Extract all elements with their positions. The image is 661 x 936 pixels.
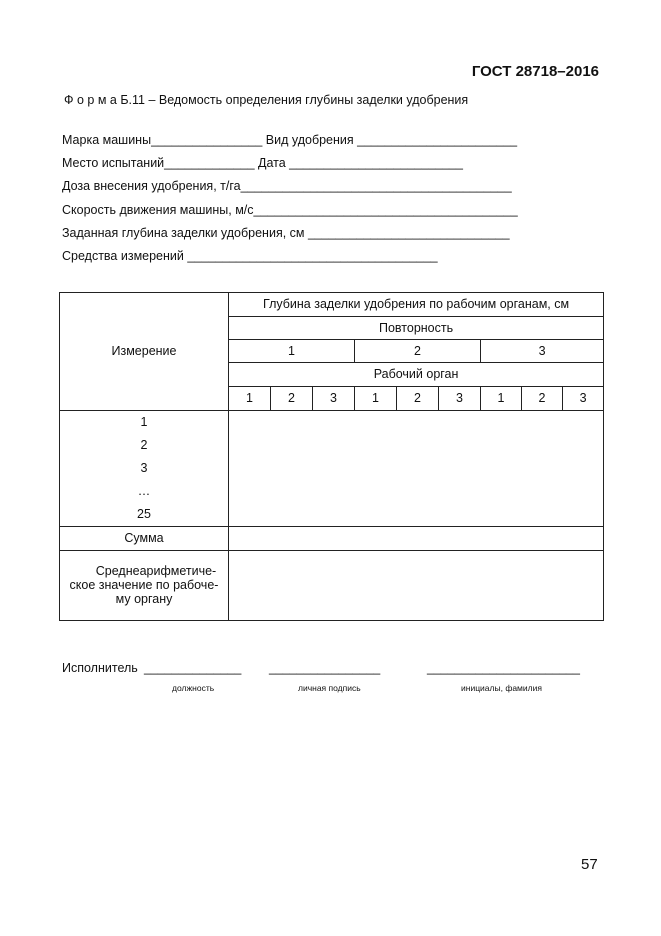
organ-col: 3 xyxy=(439,386,481,410)
signature-line: ________________ xyxy=(269,661,381,675)
measurement-row: 2 xyxy=(140,438,148,453)
form-title: Ф о р м а Б.11 – Ведомость определения глубины заделки удобрения xyxy=(64,93,469,107)
measurement-row: 1 xyxy=(140,415,148,430)
name-caption: инициалы, фамилия xyxy=(461,683,542,693)
measurement-row: 3 xyxy=(140,461,148,476)
field-test-place: Место испытаний_____________ Дата _________________________ xyxy=(62,156,463,170)
sum-label: Сумма xyxy=(60,527,229,550)
organ-col: 3 xyxy=(563,386,604,410)
measurement-list xyxy=(60,410,229,527)
depth-table xyxy=(59,292,604,621)
name-line: ______________________ xyxy=(427,661,580,675)
measurement-row: 25 xyxy=(137,507,151,522)
repeat-2: 2 xyxy=(355,340,481,363)
organ-col: 1 xyxy=(481,386,522,410)
standard-number: ГОСТ 28718–2016 xyxy=(471,63,599,80)
signature-caption: личная подпись xyxy=(298,683,361,693)
measure-header: Измерение xyxy=(60,293,229,411)
measurement-row: … xyxy=(137,484,151,499)
organ-col: 1 xyxy=(229,386,271,410)
organ-col: 3 xyxy=(313,386,355,410)
organ-col: 2 xyxy=(522,386,563,410)
field-measuring-tools: Средства измерений ____________________________________ xyxy=(62,249,438,263)
average-label-line: ское значение по рабоче- xyxy=(69,578,219,593)
organ-header: Рабочий орган xyxy=(229,363,604,386)
position-caption: должность xyxy=(172,683,215,693)
average-label-line: му органу xyxy=(115,592,173,607)
sum-data-area xyxy=(229,527,604,550)
repeat-3: 3 xyxy=(481,340,604,363)
field-fertilizer-dose: Доза внесения удобрения, т/га_______________________________________ xyxy=(62,179,512,193)
organ-col: 2 xyxy=(397,386,439,410)
average-label xyxy=(60,550,229,620)
executor-label: Исполнитель xyxy=(62,661,138,675)
organ-col: 1 xyxy=(355,386,397,410)
position-line: ______________ xyxy=(144,661,242,675)
average-data-area xyxy=(229,550,604,620)
field-machine-speed: Скорость движения машины, м/с______________________________________ xyxy=(62,203,518,217)
field-machine-brand: Марка машины________________ Вид удобрения _______________________ xyxy=(62,133,518,147)
organ-col: 2 xyxy=(271,386,313,410)
depth-header: Глубина заделки удобрения по рабочим органам, см xyxy=(229,293,604,317)
measurement-data-area xyxy=(229,410,604,527)
average-label-line: Среднеарифметиче- xyxy=(95,563,217,578)
page-number: 57 xyxy=(581,856,598,873)
repeat-1: 1 xyxy=(229,340,355,363)
repeat-header: Повторность xyxy=(229,317,604,340)
field-target-depth: Заданная глубина заделки удобрения, см _____________________________ xyxy=(62,226,510,240)
